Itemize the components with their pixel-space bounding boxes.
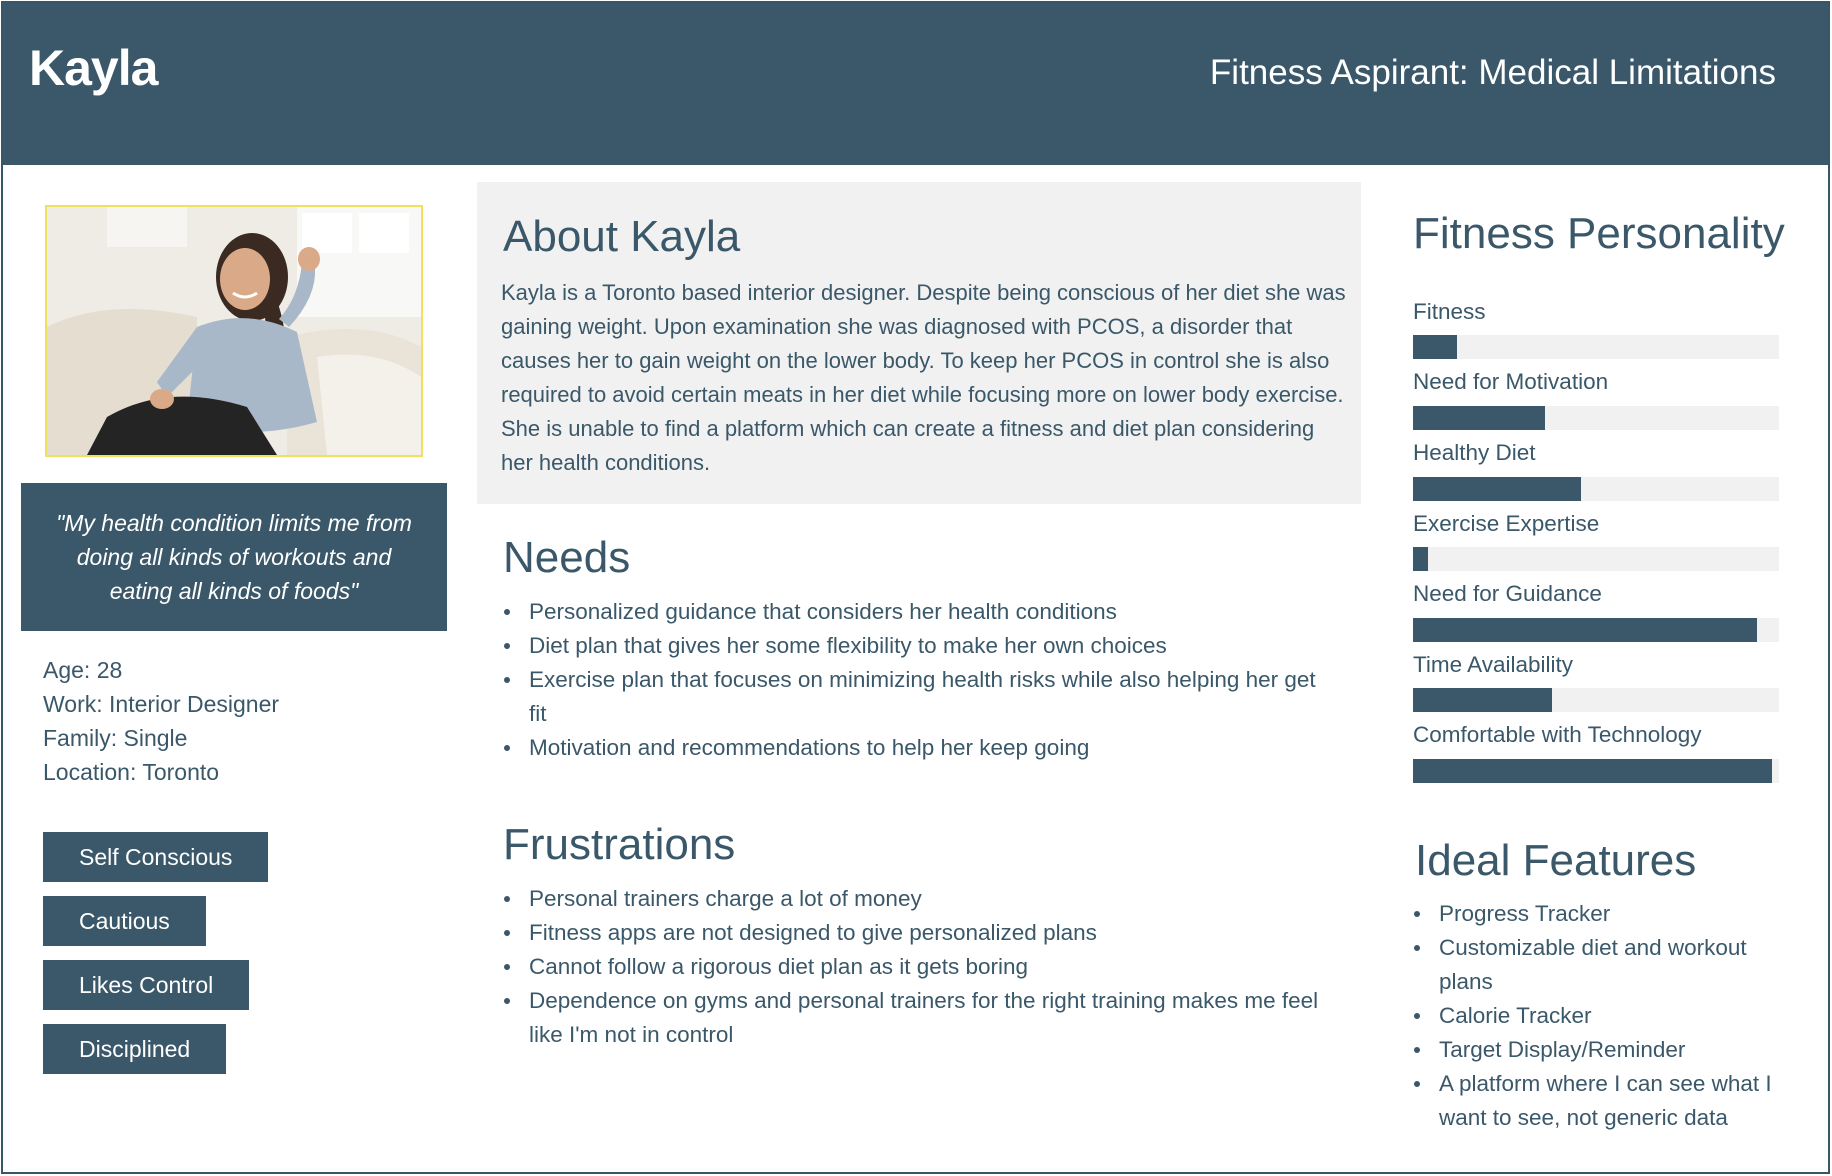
meter-comfortable-with-technology [1413,759,1779,783]
fact-family [43,721,279,755]
meter-time-availability [1413,688,1779,712]
fact-value: Interior Designer [109,691,280,717]
fact-work [43,687,279,721]
trait-tag-self-conscious: Self Conscious [43,832,268,882]
meter-fill [1413,688,1552,712]
ideal-features-list [1413,897,1803,1135]
meter-fill [1413,547,1428,571]
persona-card [1,1,1830,1174]
meter-label: Need for Motivation [1413,369,1609,394]
meter-exercise-expertise [1413,547,1779,571]
meter-fill [1413,335,1457,359]
meter-label: Time Availability [1413,652,1574,677]
list-item: A platform where I can see what I want to see, not generic data [1413,1067,1803,1135]
list-item: Fitness apps are not designed to give personalized plans [503,916,1333,950]
frustrations-title: Frustrations [503,820,736,869]
list-item: Customizable diet and workout plans [1413,931,1803,999]
meter-need-for-guidance [1413,618,1779,642]
meter-label: Healthy Diet [1413,440,1536,465]
list-item: Personalized guidance that considers her health conditions [503,595,1333,629]
fact-location [43,755,279,789]
meter-fill [1413,406,1545,430]
persona-quote [21,483,447,631]
meter-fitness [1413,335,1779,359]
persona-name: Kayla [29,40,158,96]
list-item: Diet plan that gives her some flexibility to make her own choices [503,629,1333,663]
about-title: About Kayla [503,212,741,261]
about-panel [477,182,1361,504]
persona-photo-illustration [47,207,421,455]
meter-need-for-motivation [1413,406,1779,430]
meter-label: Need for Guidance [1413,581,1602,606]
persona-type: Fitness Aspirant: Medical Limitations [1209,53,1776,92]
ideal-features-title: Ideal Features [1415,836,1697,885]
list-item: Exercise plan that focuses on minimizing health risks while also helping her get fit [503,663,1333,731]
list-item: Calorie Tracker [1413,999,1803,1033]
fact-value: Toronto [142,759,220,785]
list-item: Motivation and recommendations to help her keep going [503,731,1333,765]
meter-fill [1413,759,1772,783]
trait-tag-cautious: Cautious [43,896,206,946]
fact-age [43,653,279,687]
list-item: Dependence on gyms and personal trainers for the right training makes me feel like I'm not in control [503,984,1333,1052]
list-item: Personal trainers charge a lot of money [503,882,1333,916]
quote-text: "My health condition limits me from doing all kinds of workouts and eating all kinds of foods" [56,510,412,604]
persona-facts [43,653,279,789]
fact-label: Work: [43,691,103,717]
frustrations-list [503,882,1333,1052]
fact-value: 28 [96,657,123,683]
needs-title: Needs [503,533,631,582]
persona-photo [45,205,423,457]
list-item: Cannot follow a rigorous diet plan as it gets boring [503,950,1333,984]
fact-label: Age: [43,657,91,683]
meter-fill [1413,618,1757,642]
trait-tag-likes-control: Likes Control [43,960,249,1010]
about-text: Kayla is a Toronto based interior designer. Despite being conscious of her diet she was gaining weight. Upon examination she was diagnosed with PCOS, a disorder that causes her to gain weight on the lower body. To keep her PCOS in control she is also required to avoid certain meats in her diet while focusing more on lower body exercise. She is unable to find a platform which can create a fitness and diet plan considering her health conditions. [501,280,1346,475]
list-item: Progress Tracker [1413,897,1803,931]
meter-fill [1413,477,1581,501]
fact-label: Family: [43,725,118,751]
meter-label: Fitness [1413,299,1486,324]
list-item: Target Display/Reminder [1413,1033,1803,1067]
needs-list [503,595,1333,765]
trait-tag-disciplined: Disciplined [43,1024,226,1074]
persona-header [3,3,1828,165]
meter-healthy-diet [1413,477,1779,501]
fact-value: Single [123,725,188,751]
meter-label: Exercise Expertise [1413,511,1600,536]
fact-label: Location: [43,759,137,785]
meter-label: Comfortable with Technology [1413,722,1702,747]
fitness-personality-title: Fitness Personality [1413,209,1785,258]
